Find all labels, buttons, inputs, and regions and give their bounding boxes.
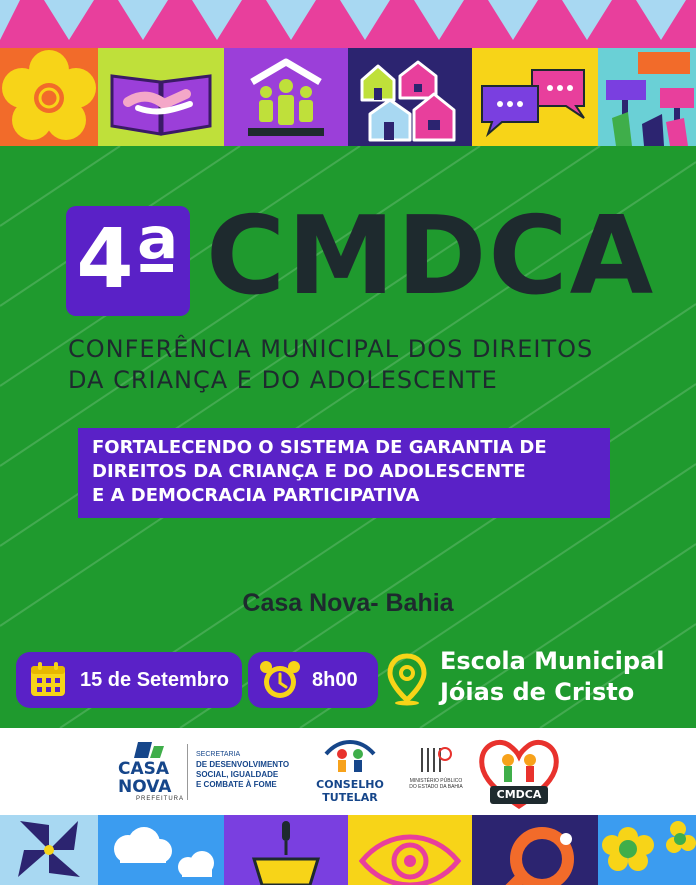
mp-emblem-icon	[419, 742, 453, 774]
casa-word: CASA	[118, 759, 170, 779]
theme-line-3: E A DEMOCRACIA PARTICIPATIVA	[92, 485, 420, 506]
secretaria-line-1: DE DESENVOLVIMENTO	[196, 760, 290, 769]
mp-line-2: DO ESTADO DA BAHIA	[409, 784, 463, 790]
event-date: 15 de Setembro	[80, 668, 229, 691]
children-icon	[320, 736, 380, 776]
casa-nova-logo	[118, 740, 188, 804]
time-pill	[248, 652, 378, 708]
secretaria-line-3: E COMBATE À FOME	[196, 780, 277, 789]
top-illustration-tiles	[0, 48, 696, 146]
protest-fists-icon	[598, 48, 696, 146]
event-time: 8h00	[312, 668, 358, 691]
calendar-icon	[26, 658, 70, 702]
family-shelter-icon	[224, 48, 348, 146]
eye-icon	[348, 815, 472, 885]
nova-word: NOVA	[118, 777, 172, 797]
ministerio-publico-logo	[406, 742, 466, 804]
flower-icon	[0, 48, 98, 146]
cmdca-logo-label: CMDCA	[490, 786, 548, 804]
edition-badge	[66, 206, 190, 316]
houses-icon	[348, 48, 472, 146]
flag-icon	[130, 740, 170, 760]
edition-number: 4ª	[76, 212, 180, 307]
venue-name	[440, 646, 665, 708]
bottom-illustration-tiles	[0, 815, 696, 885]
conselho-line-2: TUTELAR	[322, 791, 378, 804]
city-location: Casa Nova- Bahia	[242, 589, 454, 617]
conselho-tutelar-logo	[308, 736, 392, 812]
venue-line-2: Jóias de Cristo	[440, 678, 635, 706]
conference-subtitle	[68, 334, 668, 396]
conselho-text	[308, 778, 392, 804]
mp-text	[406, 778, 466, 790]
date-pill	[16, 652, 242, 708]
clouds-icon	[98, 815, 224, 885]
alarm-clock-icon	[258, 658, 302, 702]
mp-line-1: MINISTÉRIO PÚBLICO	[409, 778, 463, 784]
theme-banner	[78, 428, 610, 518]
prefeitura-label: PREFEITURA	[136, 796, 185, 802]
page-title: CMDCA	[206, 194, 656, 319]
conselho-line-1: CONSELHO	[316, 778, 384, 791]
theme-line-2: DIREITOS DA CRIANÇA E DO ADOLESCENTE	[92, 461, 526, 482]
handshake-book-icon	[98, 48, 224, 146]
secretaria-line-2: SOCIAL, IGUALDADE	[196, 770, 279, 779]
main-panel	[0, 146, 696, 728]
sponsor-logos	[0, 728, 696, 815]
secretaria-text	[196, 750, 289, 790]
decorative-triangle-border	[0, 0, 696, 48]
subtitle-line-2: DA CRIANÇA E DO ADOLESCENTE	[68, 366, 498, 394]
logo-divider	[187, 744, 188, 800]
microphone-podium-icon	[224, 815, 348, 885]
cmdca-logo	[478, 736, 560, 810]
chat-bubbles-icon	[472, 48, 598, 146]
pinwheel-icon	[0, 815, 98, 885]
location-pin-icon	[386, 652, 428, 706]
theme-line-1: FORTALECENDO O SISTEMA DE GARANTIA DE	[92, 437, 547, 458]
subtitle-line-1: CONFERÊNCIA MUNICIPAL DOS DIREITOS	[68, 335, 594, 363]
secretaria-label: SECRETARIA	[196, 751, 241, 758]
venue-line-1: Escola Municipal	[440, 647, 665, 675]
sunflower-icon	[598, 815, 696, 885]
magnifier-icon	[472, 815, 598, 885]
